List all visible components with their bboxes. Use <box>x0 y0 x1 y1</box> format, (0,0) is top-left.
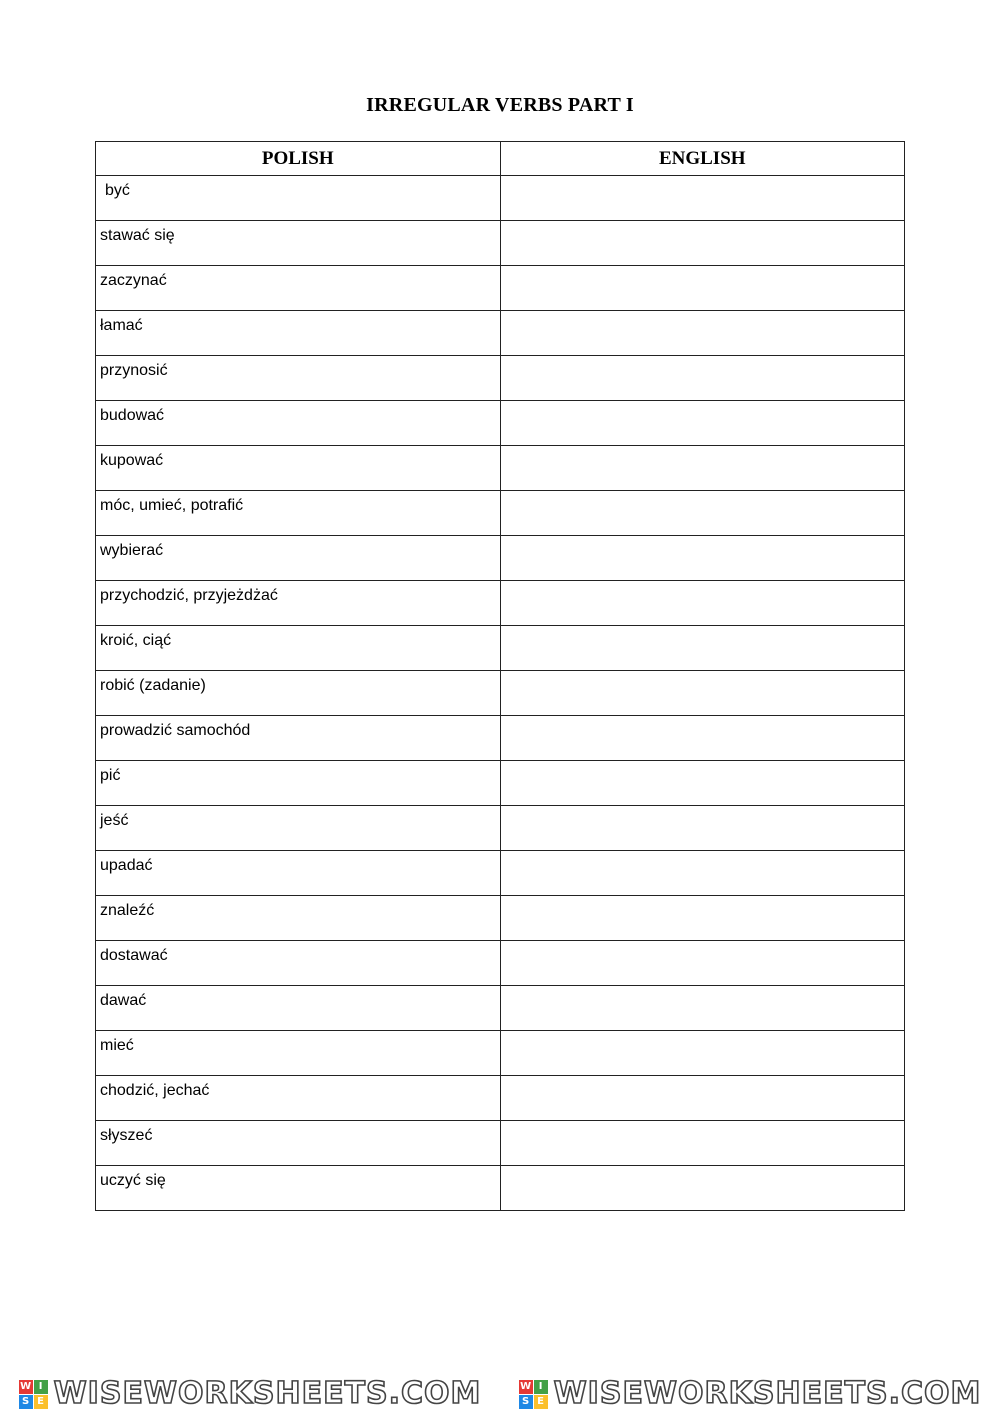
column-header-polish: POLISH <box>96 142 501 176</box>
english-answer-cell[interactable] <box>500 626 905 671</box>
english-answer-cell[interactable] <box>500 716 905 761</box>
english-answer-input[interactable] <box>501 1121 905 1165</box>
english-answer-input[interactable] <box>501 176 905 220</box>
english-answer-cell[interactable] <box>500 581 905 626</box>
polish-verb-cell: przychodzić, przyjeżdżać <box>96 581 501 626</box>
table-row <box>96 581 905 626</box>
english-answer-input[interactable] <box>501 536 905 580</box>
polish-verb-cell: słyszeć <box>96 1121 501 1166</box>
english-answer-input[interactable] <box>501 446 905 490</box>
polish-verb-cell: uczyć się <box>96 1166 501 1211</box>
english-answer-input[interactable] <box>501 626 905 670</box>
logo-letter: I <box>34 1380 48 1394</box>
english-answer-input[interactable] <box>501 1076 905 1120</box>
english-answer-input[interactable] <box>501 806 905 850</box>
logo-letter: W <box>520 1381 532 1392</box>
table-row <box>96 1166 905 1211</box>
english-answer-input[interactable] <box>501 761 905 805</box>
english-answer-input[interactable] <box>501 941 905 985</box>
english-answer-cell[interactable] <box>500 266 905 311</box>
wiseworksheets-logo-icon <box>519 1380 548 1409</box>
english-answer-cell[interactable] <box>500 896 905 941</box>
watermark-text: WISEWORKSHEETS.COM <box>53 1376 482 1411</box>
english-answer-input[interactable] <box>501 1166 905 1210</box>
polish-verb-cell: mieć <box>96 1031 501 1076</box>
table-row <box>96 761 905 806</box>
table-row <box>96 1076 905 1121</box>
logo-letter: E <box>534 1395 548 1409</box>
english-answer-input[interactable] <box>501 401 905 445</box>
column-header-english: ENGLISH <box>500 142 905 176</box>
english-answer-cell[interactable] <box>500 221 905 266</box>
english-answer-input[interactable] <box>501 986 905 1030</box>
table-row <box>96 176 905 221</box>
logo-letter: W <box>20 1381 32 1392</box>
polish-verb-cell: stawać się <box>96 221 501 266</box>
english-answer-cell[interactable] <box>500 851 905 896</box>
polish-verb-cell: jeść <box>96 806 501 851</box>
table-row <box>96 626 905 671</box>
english-answer-cell[interactable] <box>500 941 905 986</box>
english-answer-cell[interactable] <box>500 671 905 716</box>
polish-verb-cell: móc, umieć, potrafić <box>96 491 501 536</box>
polish-verb-cell: robić (zadanie) <box>96 671 501 716</box>
english-answer-cell[interactable] <box>500 446 905 491</box>
logo-letter: I <box>534 1380 548 1394</box>
watermark-text: WISEWORKSHEETS.COM <box>553 1376 982 1411</box>
english-answer-cell[interactable] <box>500 401 905 446</box>
table-row <box>96 806 905 851</box>
verbs-table <box>95 141 905 1211</box>
table-header-row <box>96 142 905 176</box>
logo-letter: S <box>519 1395 533 1409</box>
table-row <box>96 536 905 581</box>
english-answer-cell[interactable] <box>500 1166 905 1211</box>
logo-letter: S <box>19 1395 33 1409</box>
polish-verb-cell: przynosić <box>96 356 501 401</box>
polish-verb-cell: dostawać <box>96 941 501 986</box>
watermark-left <box>19 1376 482 1411</box>
polish-verb-cell: wybierać <box>96 536 501 581</box>
english-answer-cell[interactable] <box>500 176 905 221</box>
english-answer-cell[interactable] <box>500 1121 905 1166</box>
table-row <box>96 851 905 896</box>
table-row <box>96 1121 905 1166</box>
polish-verb-cell: być <box>96 176 501 221</box>
english-answer-cell[interactable] <box>500 536 905 581</box>
table-row <box>96 671 905 716</box>
english-answer-cell[interactable] <box>500 1031 905 1076</box>
english-answer-input[interactable] <box>501 221 905 265</box>
polish-verb-cell: budować <box>96 401 501 446</box>
english-answer-input[interactable] <box>501 356 905 400</box>
table-row <box>96 1031 905 1076</box>
verb-rows <box>96 176 905 1211</box>
english-answer-cell[interactable] <box>500 356 905 401</box>
english-answer-input[interactable] <box>501 491 905 535</box>
english-answer-input[interactable] <box>501 851 905 895</box>
polish-verb-cell: pić <box>96 761 501 806</box>
polish-verb-cell: zaczynać <box>96 266 501 311</box>
english-answer-input[interactable] <box>501 671 905 715</box>
table-row <box>96 491 905 536</box>
table-row <box>96 941 905 986</box>
polish-verb-cell: upadać <box>96 851 501 896</box>
table-row <box>96 896 905 941</box>
english-answer-input[interactable] <box>501 1031 905 1075</box>
english-answer-cell[interactable] <box>500 986 905 1031</box>
table-row <box>96 266 905 311</box>
table-row <box>96 401 905 446</box>
polish-verb-cell: dawać <box>96 986 501 1031</box>
table-row <box>96 221 905 266</box>
polish-verb-cell: kupować <box>96 446 501 491</box>
english-answer-input[interactable] <box>501 266 905 310</box>
polish-verb-cell: chodzić, jechać <box>96 1076 501 1121</box>
wiseworksheets-logo-icon <box>19 1380 48 1409</box>
table-row <box>96 311 905 356</box>
watermark-right <box>519 1376 982 1411</box>
footer-watermark <box>0 1375 1000 1413</box>
english-answer-cell[interactable] <box>500 761 905 806</box>
english-answer-cell[interactable] <box>500 311 905 356</box>
table-row <box>96 446 905 491</box>
english-answer-cell[interactable] <box>500 491 905 536</box>
english-answer-input[interactable] <box>501 311 905 355</box>
polish-verb-cell: łamać <box>96 311 501 356</box>
english-answer-input[interactable] <box>501 716 905 760</box>
logo-letter: E <box>34 1395 48 1409</box>
worksheet-title: IRREGULAR VERBS PART I <box>366 94 634 116</box>
english-answer-input[interactable] <box>501 581 905 625</box>
polish-verb-cell: prowadzić samochód <box>96 716 501 761</box>
polish-verb-cell: kroić, ciąć <box>96 626 501 671</box>
table-row <box>96 716 905 761</box>
english-answer-input[interactable] <box>501 896 905 940</box>
english-answer-cell[interactable] <box>500 806 905 851</box>
polish-verb-cell: znaleźć <box>96 896 501 941</box>
english-answer-cell[interactable] <box>500 1076 905 1121</box>
table-row <box>96 986 905 1031</box>
table-row <box>96 356 905 401</box>
